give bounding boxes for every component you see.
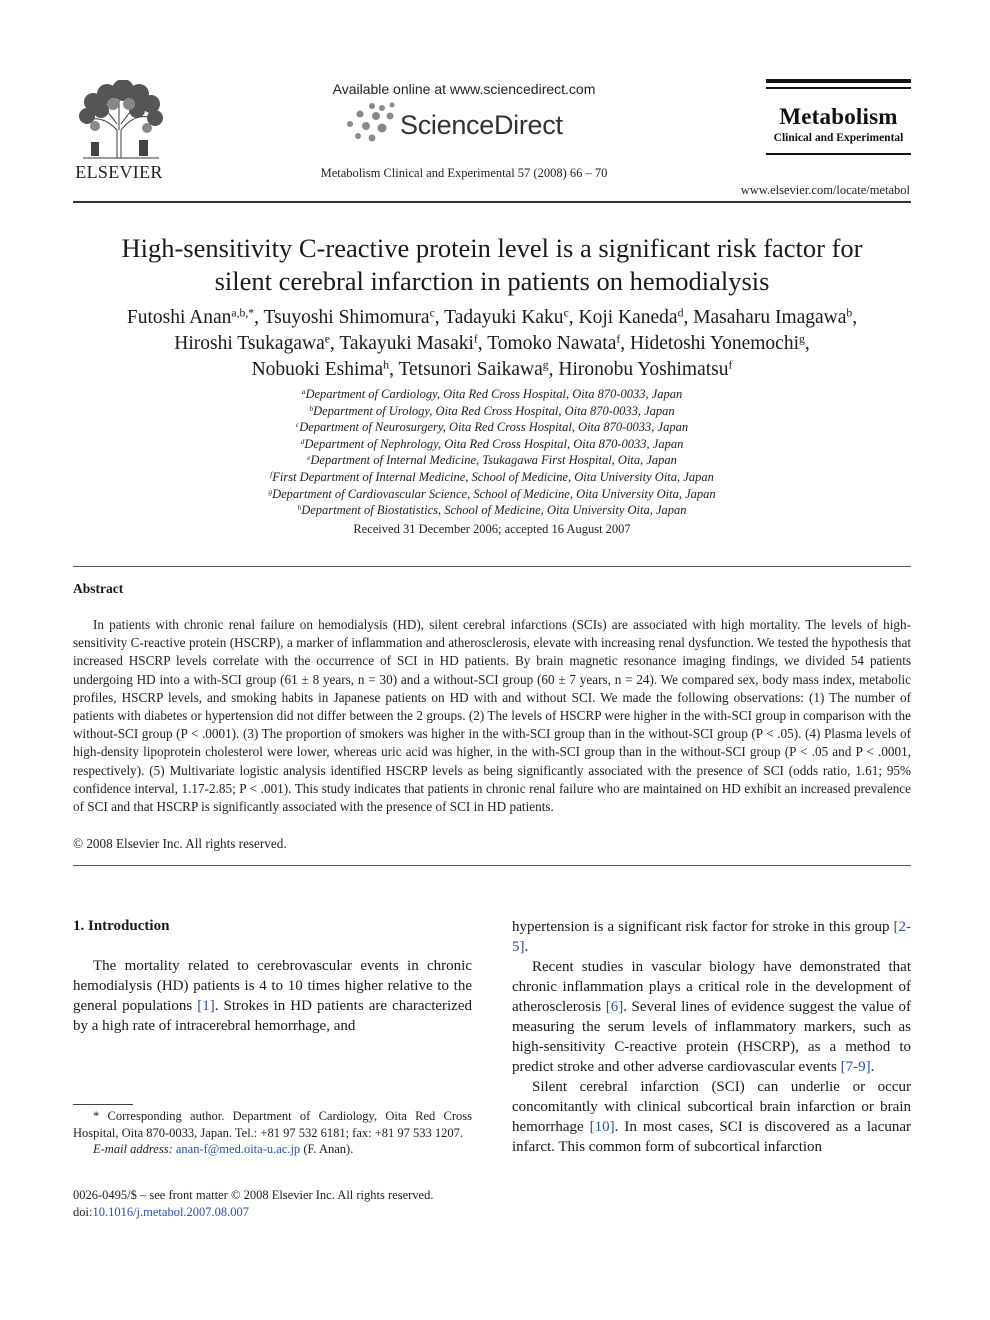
author-affil-sup[interactable]: b: [846, 306, 853, 320]
author-affil-sup[interactable]: d: [677, 306, 684, 320]
masthead-rule-thin: [766, 87, 911, 89]
section-heading-introduction: 1. Introduction: [73, 918, 170, 934]
sciencedirect-wordmark: ScienceDirect: [400, 110, 563, 140]
article-title: [60, 232, 924, 298]
citation-link[interactable]: [10]: [589, 1119, 615, 1135]
author-affil-sup[interactable]: e: [324, 332, 330, 346]
front-matter: [73, 1187, 472, 1220]
affiliation-item: [60, 386, 924, 403]
email-label: E-mail address:: [93, 1142, 173, 1157]
journal-citation: Metabolism Clinical and Experimental 57 (2008) 66 – 70: [320, 166, 608, 180]
affiliation-item: [60, 419, 924, 436]
affiliation-item: [60, 403, 924, 420]
author-list: [60, 305, 924, 383]
author-name[interactable]: Tsuyoshi Shimomura: [263, 307, 430, 328]
journal-subtitle: Clinical and Experimental: [773, 132, 904, 144]
author-name[interactable]: Hironobu Yoshimatsu: [558, 359, 729, 380]
affiliation-text: Department of Internal Medicine, Tsukagawa First Hospital, Oita, Japan: [310, 453, 677, 468]
author-name[interactable]: Tadayuki Kaku: [444, 307, 564, 328]
affiliation-sup: d: [300, 436, 305, 446]
affiliation-item: [60, 469, 924, 486]
paragraph-text: hypertension is a significant risk factor for stroke in this group: [512, 919, 894, 935]
intro-paragraph-continued: [512, 917, 911, 957]
affiliation-sup: g: [268, 486, 273, 496]
author-name[interactable]: Takayuki Masaki: [339, 333, 474, 354]
publisher-name: ELSEVIER: [75, 162, 163, 182]
affiliation-text: Department of Cardiovascular Science, School of Medicine, Oita University Oita, Japan: [272, 486, 716, 501]
author-line: Hiroshi Tsukagawa$^e$, Takayuki Masaki$^f$, Tomoko Nawata$^f$, Hidetoshi Yonemochi$^g$,: [174, 332, 810, 354]
affiliation-text: Department of Biostatistics, School of Medicine, Oita University Oita, Japan: [301, 503, 687, 518]
affiliation-text: Department of Nephrology, Oita Red Cross Hospital, Oita 870-0033, Japan: [304, 436, 684, 451]
paragraph-text: Silent cerebral infarction (SCI) can underlie or occur concomitantly with clinical subcortical brain infarction or brain hemorrhage: [512, 1079, 911, 1135]
abstract-bottom-rule: [73, 865, 911, 866]
abstract-heading: Abstract: [73, 581, 124, 596]
author-name[interactable]: Tetsunori Saikawa: [398, 359, 543, 380]
journal-url-link[interactable]: www.elsevier.com/locate/metabol: [740, 183, 910, 197]
title-line: High-sensitivity C-reactive protein level is a significant risk factor for: [121, 233, 863, 263]
paragraph-text: . In most cases, SCI is discovered as a lacunar infarct. This common form of subcortical infarction: [512, 1119, 911, 1155]
affiliation-item: [60, 452, 924, 469]
paragraph-text: Recent studies in vascular biology have demonstrated that chronic inflammation plays a critical role in the development of atherosclerosis: [512, 959, 911, 1015]
paragraph-text: .: [524, 939, 529, 955]
available-online-text: Available online at www.sciencedirect.com: [332, 81, 596, 97]
corresponding-text: * Corresponding author. Department of Cardiology, Oita Red Cross Hospital, Oita 870-0033, Japan. Tel.: +81 97 532 6181; fax: +81 97 533 1207.: [73, 1109, 472, 1140]
front-matter-text: 0026-0495/$ – see front matter © 2008 Elsevier Inc. All rights reserved.: [73, 1188, 434, 1202]
email-line: [73, 1141, 472, 1158]
author-name[interactable]: Hiroshi Tsukagawa: [174, 333, 325, 354]
email-suffix: (F. Anan).: [300, 1142, 354, 1157]
affiliation-text: First Department of Internal Medicine, School of Medicine, Oita University Oita, Japan: [272, 469, 714, 484]
doi-link[interactable]: 10.1016/j.metabol.2007.08.007: [92, 1204, 250, 1219]
author-name[interactable]: Hidetoshi Yonemochi: [630, 333, 800, 354]
paragraph-text: .: [870, 1059, 875, 1075]
journal-name: Metabolism: [779, 104, 898, 129]
author-line: Nobuoki Eshima$^h$, Tetsunori Saikawa$^g$, Hironobu Yoshimatsu$^f$: [251, 358, 733, 380]
masthead-rule-top: [766, 79, 911, 83]
abstract-copyright: © 2008 Elsevier Inc. All rights reserved.: [73, 836, 287, 851]
author-affil-sup[interactable]: a,b,*: [231, 306, 255, 320]
left-column: [73, 956, 472, 1036]
affiliation-list: [60, 386, 924, 519]
author-affil-sup[interactable]: f: [473, 332, 478, 346]
doi-label: doi:: [73, 1204, 93, 1219]
author-name[interactable]: Futoshi Anan: [126, 307, 232, 328]
affiliation-sup: f: [270, 469, 273, 479]
abstract-body: [73, 616, 911, 816]
footnote-rule: [73, 1104, 133, 1105]
corresponding-author-footnote: [73, 1108, 472, 1158]
author-line: Futoshi Anan$^{a,b,*}$, Tsuyoshi Shimomura$^c$, Tadayuki Kaku$^c$, Koji Kaneda$^d$, Masaharu Imagawa$^b$,: [126, 306, 858, 328]
paragraph-text: The mortality related to cerebrovascular events in chronic hemodialysis (HD) patients is 4 to 10 times higher relative to the general populations: [73, 958, 472, 1014]
author-affil-sup[interactable]: h: [383, 358, 390, 372]
affiliation-sup: c: [295, 420, 300, 430]
paragraph-text: . Strokes in HD patients are characterized by a high rate of intracerebral hemorrhage, and: [73, 998, 472, 1034]
author-affil-sup[interactable]: f: [616, 332, 621, 346]
received-dates: Received 31 December 2006; accepted 16 August 2007: [353, 522, 631, 536]
author-name[interactable]: Masaharu Imagawa: [693, 307, 847, 328]
affiliation-item: [60, 486, 924, 503]
affiliation-text: Department of Urology, Oita Red Cross Hospital, Oita 870-0033, Japan: [313, 403, 675, 418]
author-affil-sup[interactable]: f: [728, 358, 733, 372]
affiliation-sup: a: [301, 386, 306, 396]
citation-link[interactable]: [2-5]: [512, 919, 911, 955]
author-name[interactable]: Nobuoki Eshima: [251, 359, 384, 380]
author-affil-sup[interactable]: c: [429, 306, 435, 320]
author-affil-sup[interactable]: g: [799, 332, 805, 346]
author-affil-sup[interactable]: c: [563, 306, 569, 320]
affiliation-sup: b: [309, 403, 314, 413]
abstract-top-rule: [73, 566, 911, 567]
citation-link[interactable]: [6]: [605, 999, 624, 1015]
author-affil-sup[interactable]: g: [542, 358, 549, 372]
affiliation-text: Department of Cardiology, Oita Red Cross Hospital, Oita 870-0033, Japan: [305, 387, 683, 401]
header-divider: [73, 201, 911, 203]
author-name[interactable]: Tomoko Nawata: [487, 333, 617, 354]
affiliation-item: [60, 436, 924, 453]
abstract-text: In patients with chronic renal failure on hemodialysis (HD), silent cerebral infarctions (SCIs) are associated with high mortality. The levels of high-sensitivity C-reactive protein (HSCRP), a marker of inflammation and atherosclerosis, elevate with increasing renal dysfunction. We tested the hypothesis that increased HSCRP levels correlate with the occurrence of SCI in HD patients. By brain magnetic resonance imaging findings, we divided 54 patients undergoing HD into a with-SCI group (61 ± 8 years, n = 30) and a without-SCI group (60 ± 7 years, n = 24). We compared sex, body mass index, metabolic profiles, HSCRP levels, and smoking habits in Japanese patients on HD with and without SCI. We made the following observations: (1) The number of patients with diabetes or hypertension did not differ between the 2 groups. (2) The levels of HSCRP were higher in the with-SCI group in comparison with the without-SCI group (P < .0001). (3) The proportion of smokers was higher in the with-SCI group than in the without-SCI group (P < .05). (4) Plasma levels of high-density lipoprotein cholesterol were lower, whereas uric acid was higher, in the with-SCI group than in the without-SCI group (P < .05 and P < .0001, respectively). (5) Multivariate logistic analysis identified HSCRP levels as being significantly associated with the presence of SCI (odds ratio, 1.61; 95% confidence interval, 1.17-2.85; P < .001). This study indicates that patients in chronic renal failure who are maintained on HD exhibit an increased prevalence of SCI and that HSCRP is significantly associated with the presence of SCI in HD patients.: [73, 617, 911, 815]
affiliation-sup: h: [297, 503, 302, 513]
affiliation-sup: e: [307, 453, 311, 463]
intro-paragraph: [73, 956, 472, 1036]
email-link[interactable]: anan-f@med.oita-u.ac.jp: [175, 1142, 301, 1157]
title-line: silent cerebral infarction in patients on hemodialysis: [214, 266, 770, 296]
paragraph-text: . Several lines of evidence suggest the value of measuring the serum levels of inflammatory markers, such as high-sensitivity C-reactive protein (HSCRP), as a method to predict stroke and other adverse cardiovascular events: [512, 999, 911, 1075]
citation-link[interactable]: [1]: [197, 998, 215, 1014]
affiliation-item: [60, 502, 924, 519]
affiliation-text: Department of Neurosurgery, Oita Red Cross Hospital, Oita 870-0033, Japan: [299, 420, 689, 435]
author-name[interactable]: Koji Kaneda: [578, 307, 678, 328]
intro-paragraph: [512, 957, 911, 1077]
masthead-rule-bottom: [766, 153, 911, 155]
right-column: [512, 917, 911, 1157]
intro-paragraph: [512, 1077, 911, 1157]
doi-line: [73, 1204, 472, 1221]
citation-link[interactable]: [7-9]: [840, 1059, 871, 1075]
